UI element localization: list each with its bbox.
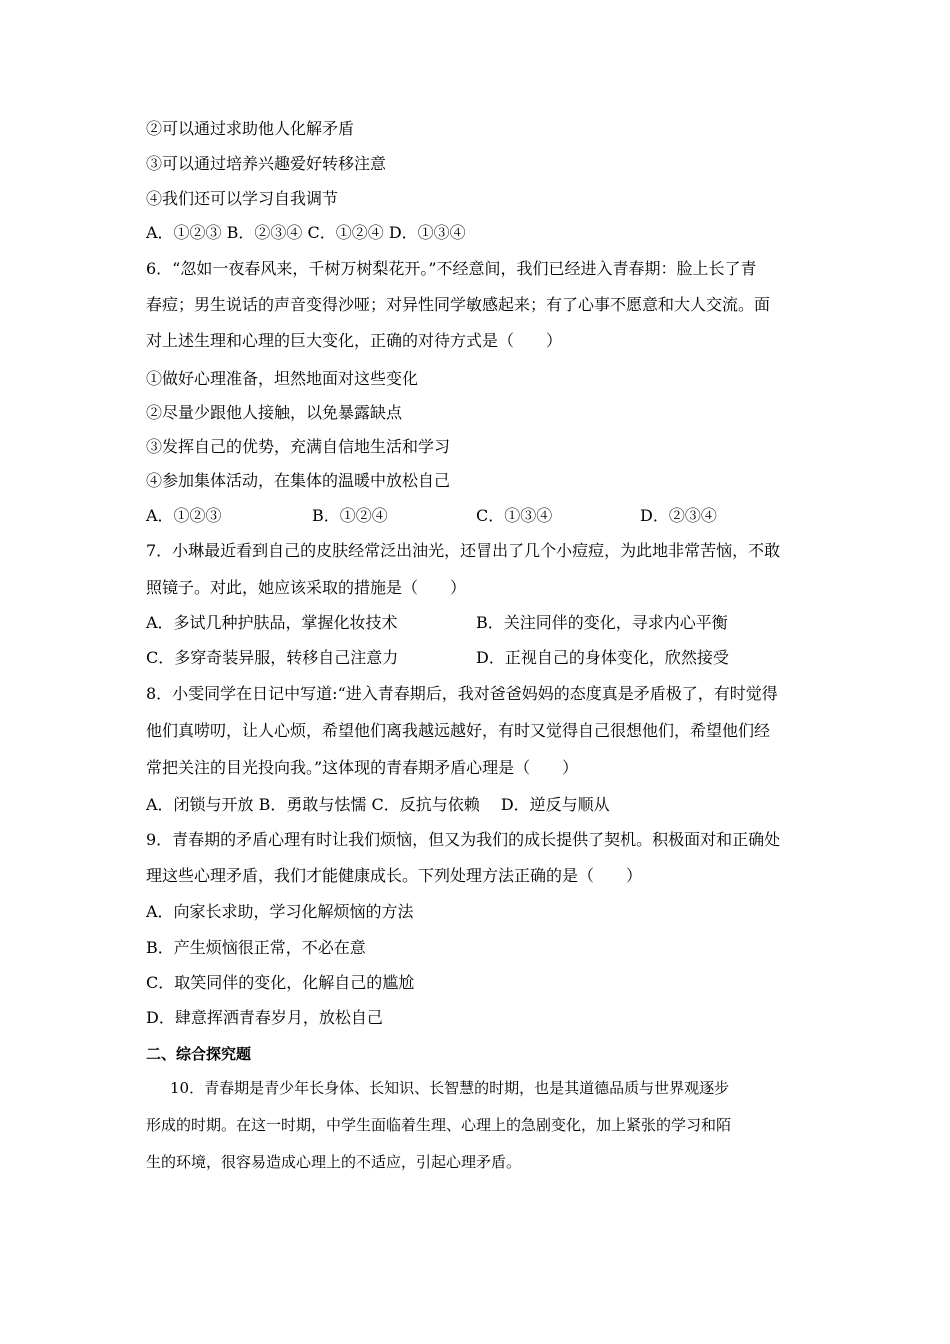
q6-stem-line-3: 对上述生理和心理的巨大变化，正确的对待方式是（ ） [146, 331, 563, 350]
q6-item-2: ②尽量少跟他人接触，以免暴露缺点 [146, 403, 403, 422]
q8-options: A．闭锁与开放 B．勇敢与怯懦 C．反抗与依赖 D．逆反与顺从 [146, 795, 610, 814]
q7-stem-line-2: 照镜子。对此，她应该采取的措施是（ ） [146, 578, 467, 597]
q6-option-d: D．②③④ [640, 506, 717, 525]
q5-item-3: ③可以通过培养兴趣爱好转移注意 [146, 154, 387, 173]
q8-stem-line-1: 8．小雯同学在日记中写道:“进入青春期后，我对爸爸妈妈的态度真是矛盾极了，有时觉得 [146, 684, 778, 703]
q7-option-d: D．正视自己的身体变化，欣然接受 [476, 648, 729, 667]
q10-paragraph-line-3: 生的环境，很容易造成心理上的不适应，引起心理矛盾。 [146, 1153, 522, 1171]
q6-stem-line-2: 春痘；男生说话的声音变得沙哑；对异性同学敏感起来；有了心事不愿意和大人交流。面 [146, 295, 771, 314]
q9-option-d: D．肆意挥洒青春岁月，放松自己 [146, 1008, 383, 1027]
q5-options: A．①②③ B．②③④ C．①②④ D．①③④ [146, 223, 466, 242]
q7-option-c: C．多穿奇装异服，转移自己注意力 [146, 648, 399, 667]
q6-option-c: C．①③④ [476, 506, 553, 525]
q9-stem-line-2: 理这些心理矛盾，我们才能健康成长。下列处理方法正确的是（ ） [146, 866, 643, 885]
q5-item-2: ②可以通过求助他人化解矛盾 [146, 119, 355, 138]
q6-item-3: ③发挥自己的优势，充满自信地生活和学习 [146, 437, 451, 456]
q7-stem-line-1: 7．小琳最近看到自己的皮肤经常泛出油光，还冒出了几个小痘痘，为此地非常苦恼，不敢 [146, 541, 781, 560]
q10-paragraph-line-1: 10．青春期是青少年长身体、长知识、长智慧的时期，也是其道德品质与世界观逐步 [170, 1079, 730, 1097]
q9-option-c: C．取笑同伴的变化，化解自己的尴尬 [146, 973, 415, 992]
q10-paragraph-line-2: 形成的时期。在这一时期，中学生面临着生理、心理上的急剧变化，加上紧张的学习和陌 [146, 1116, 732, 1134]
q6-item-4: ④参加集体活动，在集体的温暖中放松自己 [146, 471, 451, 490]
q5-item-4: ④我们还可以学习自我调节 [146, 189, 339, 208]
q6-option-a: A．①②③ [146, 506, 222, 525]
q8-stem-line-2: 他们真唠叨，让人心烦，希望他们离我越远越好，有时又觉得自己很想他们，希望他们经 [146, 721, 771, 740]
q8-stem-line-3: 常把关注的目光投向我。”这体现的青春期矛盾心理是（ ） [146, 758, 579, 777]
q6-option-b: B．①②④ [312, 506, 388, 525]
q6-item-1: ①做好心理准备，坦然地面对这些变化 [146, 369, 419, 388]
q7-option-b: B．关注同伴的变化，寻求内心平衡 [476, 613, 728, 632]
q9-option-b: B．产生烦恼很正常，不必在意 [146, 938, 366, 957]
q9-option-a: A．向家长求助，学习化解烦恼的方法 [146, 902, 414, 921]
q6-stem-line-1: 6．“忽如一夜春风来，千树万树梨花开。”不经意间，我们已经进入青春期：脸上长了青 [146, 259, 757, 278]
section-2-heading: 二、综合探究题 [146, 1045, 252, 1063]
q9-stem-line-1: 9．青春期的矛盾心理有时让我们烦恼，但又为我们的成长提供了契机。积极面对和正确处 [146, 830, 781, 849]
q7-option-a: A．多试几种护肤品，掌握化妆技术 [146, 613, 398, 632]
